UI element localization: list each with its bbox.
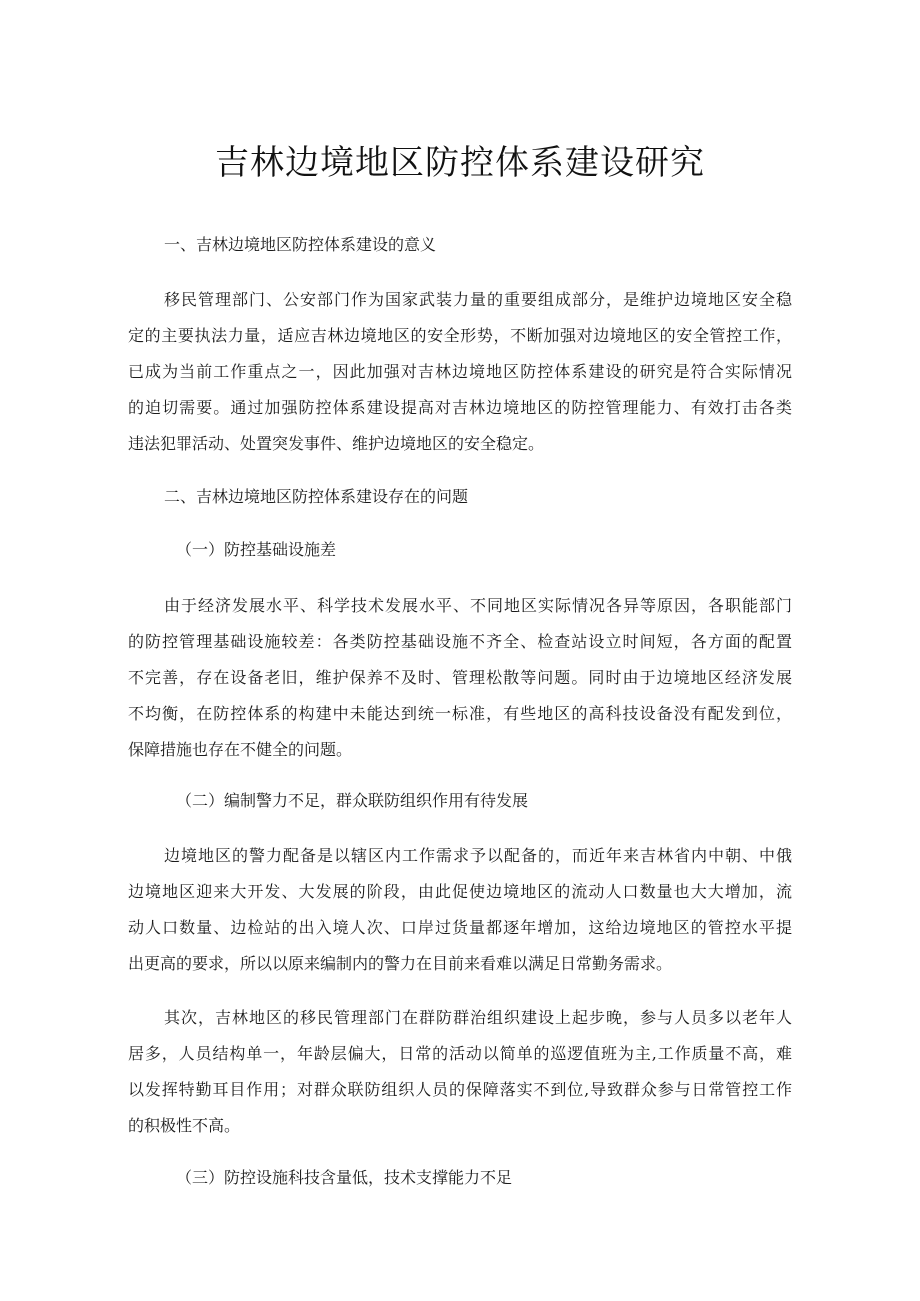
paragraph-line: 边境地区的警力配备是以辖区内工作需求予以配备的，而近年来吉林省内中朝、中俄 bbox=[164, 846, 792, 865]
paragraph-line: 由于经济发展水平、科学技术发展水平、不同地区实际情况各异等原因，各职能部门 bbox=[164, 596, 792, 615]
paragraph-line: 动人口数量、边检站的出入境人次、口岸过货量都逐年增加，这给边境地区的管控水平提 bbox=[128, 918, 792, 937]
paragraph-line: 定的主要执法力量，适应吉林边境地区的安全形势，不断加强对边境地区的安全管控工作， bbox=[128, 326, 792, 345]
paragraph-line: 其次，吉林地区的移民管理部门在群防群治组织建设上起步晚，参与人员多以老年人 bbox=[164, 1008, 792, 1027]
page-title: 吉林边境地区防控体系建设研究 bbox=[215, 143, 705, 183]
paragraph-4 bbox=[128, 1000, 792, 1144]
paragraph-line: 的迫切需要。通过加强防控体系建设提高对吉林边境地区的防控管理能力、有效打击各类 bbox=[128, 398, 792, 417]
paragraph-line: 不完善，存在设备老旧，维护保养不及时、管理松散等问题。同时由于边境地区经济发展 bbox=[128, 668, 792, 687]
paragraph-line: 居多，人员结构单一，年龄层偏大，日常的活动以简单的巡逻值班为主,工作质量不高，难 bbox=[128, 1044, 792, 1063]
paragraph-line: 保障措施也存在不健全的问题。 bbox=[128, 740, 353, 759]
paragraph-line: 不均衡，在防控体系的构建中未能达到统一标准，有些地区的高科技设备没有配发到位， bbox=[128, 704, 792, 723]
paragraph-line: 已成为当前工作重点之一，因此加强对吉林边境地区防控体系建设的研究是符合实际情况 bbox=[128, 362, 792, 381]
paragraph-line: 的防控管理基础设施较差：各类防控基础设施不齐全、检查站设立时间短，各方面的配置 bbox=[128, 632, 792, 651]
paragraph-line: 出更高的要求，所以以原来编制内的警力在目前来看难以满足日常勤务需求。 bbox=[128, 954, 673, 973]
paragraph-line: 以发挥特勤耳目作用；对群众联防组织人员的保障落实不到位,导致群众参与日常管控工作 bbox=[128, 1080, 792, 1099]
paragraph-line: 边境地区迎来大开发、大发展的阶段，由此促使边境地区的流动人口数量也大大增加，流 bbox=[128, 882, 792, 901]
section-heading-1: 一、吉林边境地区防控体系建设的意义 bbox=[164, 235, 437, 254]
paragraph-line: 违法犯罪活动、处置突发事件、维护边境地区的安全稳定。 bbox=[128, 434, 545, 453]
paragraph-line: 移民管理部门、公安部门作为国家武装力量的重要组成部分，是维护边境地区安全稳 bbox=[164, 290, 792, 309]
paragraph-2 bbox=[128, 588, 792, 768]
section-heading-2: 二、吉林边境地区防控体系建设存在的问题 bbox=[164, 487, 469, 506]
paragraph-1 bbox=[128, 282, 792, 462]
subsection-heading-3: （三）防控设施科技含量低，技术支撑能力不足 bbox=[176, 1168, 513, 1187]
subsection-heading-2: （二）编制警力不足，群众联防组织作用有待发展 bbox=[176, 791, 529, 810]
paragraph-line: 的积极性不高。 bbox=[128, 1116, 241, 1135]
paragraph-3 bbox=[128, 838, 792, 982]
subsection-heading-1: （一）防控基础设施差 bbox=[176, 540, 337, 559]
